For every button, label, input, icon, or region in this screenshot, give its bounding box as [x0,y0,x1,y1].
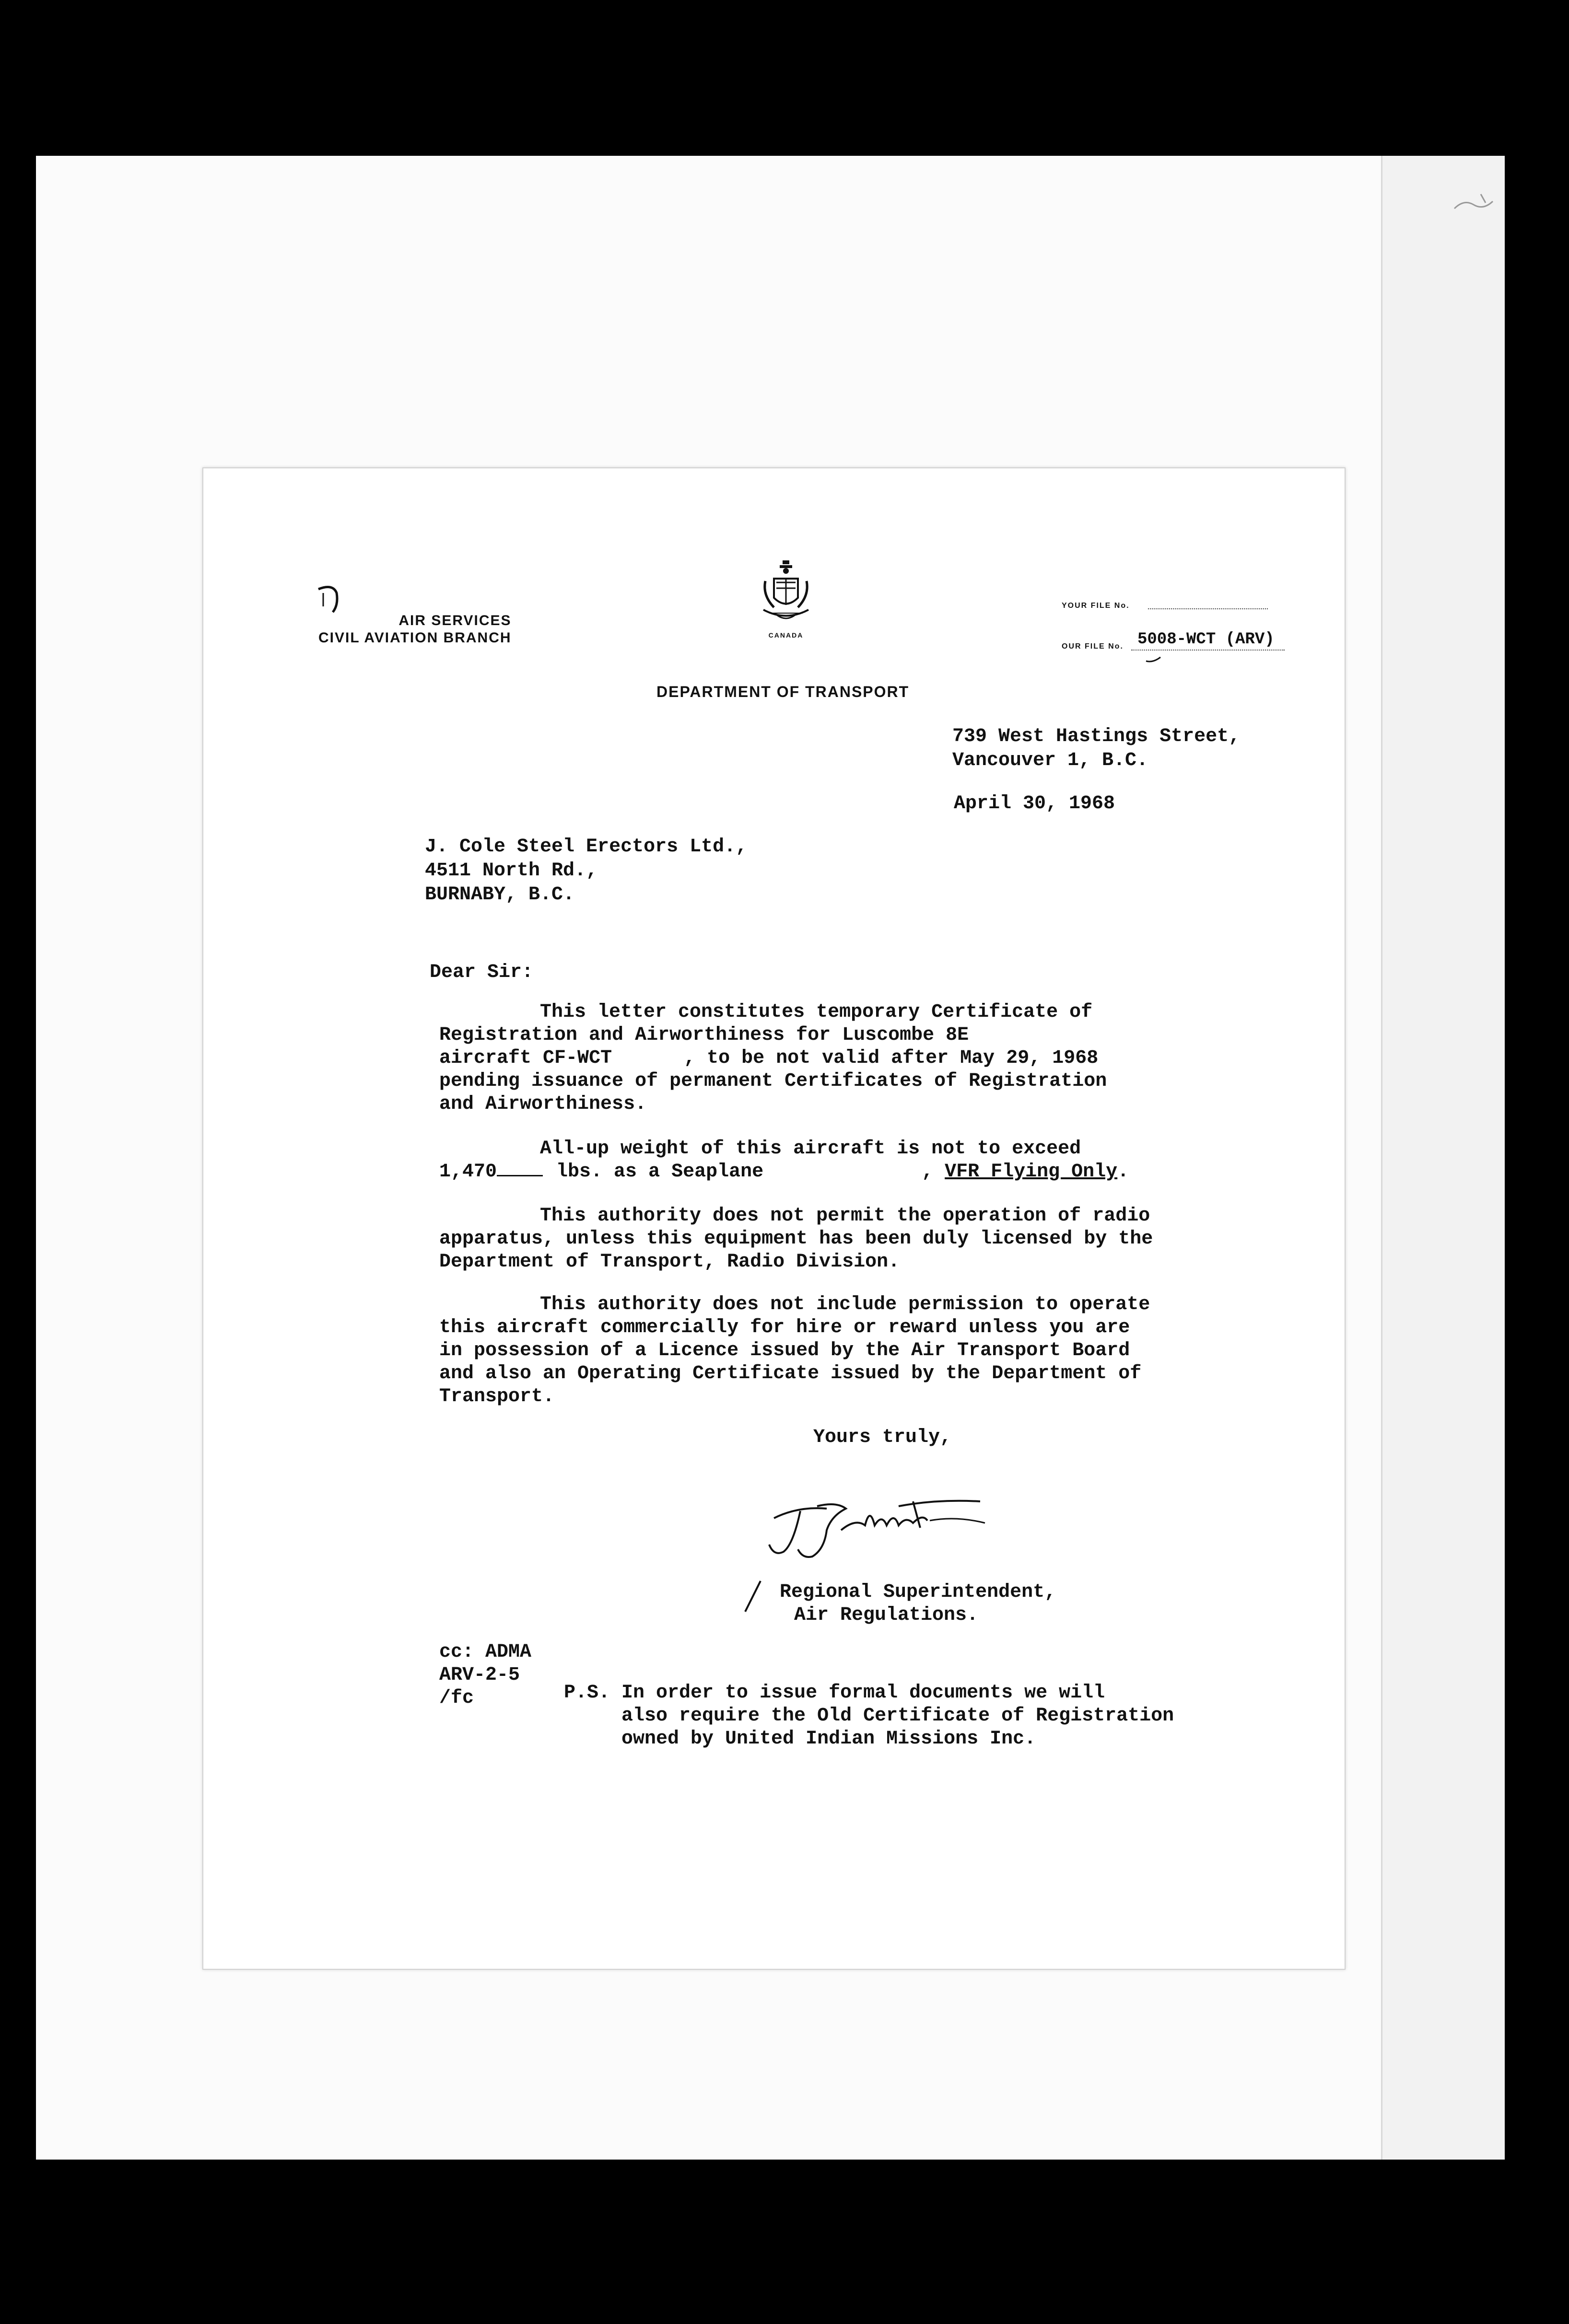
paragraph1-line-2 [439,1023,969,1047]
aircraft-registration: CF-WCT [543,1047,612,1069]
flight-restriction: VFR Flying Only [945,1161,1118,1183]
sender-address-line-2: Vancouver 1, B.C. [952,750,1148,771]
paragraph2-line-1: All-up weight of this aircraft is not to exceed [540,1138,1081,1160]
paragraph4-line-4: and also an Operating Certificate issued by the Department of [439,1363,1142,1384]
signature-slash-mark [741,1578,765,1616]
letter-page [202,467,1346,1970]
our-file-label: OUR FILE No. [1062,642,1124,651]
small-tick-mark [1144,655,1163,665]
cc-reference: cc: ADMA [439,1641,532,1663]
paragraph4-line-3: in possession of a Licence issued by the Air Transport Board [439,1340,1130,1361]
branch-heading [318,612,512,647]
paragraph1-line-3 [439,1046,1098,1070]
handwritten-signature [755,1473,1023,1573]
signatory-title-line-2: Air Regulations. [794,1604,979,1626]
recipient-line-3: BURNABY, B.C. [425,884,575,906]
paragraph3-line-2: apparatus, unless this equipment has been duly licensed by the [439,1228,1153,1250]
paragraph3-line-1: This authority does not permit the operation of radio [540,1205,1150,1227]
paragraph1-line-5: and Airworthiness. [439,1093,647,1115]
aircraft-type: Luscombe 8E [842,1024,969,1046]
paragraph3-line-3: Department of Transport, Radio Division. [439,1251,900,1273]
department-heading: DEPARTMENT OF TRANSPORT [656,683,910,700]
postscript-line-2: also require the Old Certificate of Registration [621,1705,1174,1727]
closing: Yours truly, [813,1427,952,1448]
paragraph4-line-5: Transport. [439,1386,555,1407]
postscript-line-1: P.S. In order to issue formal documents we will [564,1682,1105,1704]
postscript-line-3: owned by United Indian Missions Inc. [621,1728,1036,1750]
our-file-line [1131,650,1285,651]
paragraph2-line-2: 1,470 lbs. as a Seaplane , VFR Flying Only. [439,1161,1129,1183]
typist-initials: /fc [439,1687,474,1709]
crest-caption: CANADA [768,631,804,639]
file-reference: ARV-2-5 [439,1664,520,1686]
paragraph4-line-2: this aircraft commercially for hire or reward unless you are [439,1317,1130,1338]
letter-date: April 30, 1968 [954,793,1115,814]
paragraph1-line-3-prefix: aircraft [439,1047,543,1069]
paragraph2-line-2-middle: lbs. as a [545,1161,672,1183]
paragraph1-line-3-middle: , to be not valid after [684,1047,960,1069]
certificate-expiry: May 29, 1968 [960,1047,1099,1069]
sender-address-line-1: 739 West Hastings Street, [952,726,1241,747]
our-file-value: 5008-WCT (ARV) [1137,630,1275,649]
your-file-label: YOUR FILE No. [1062,602,1130,610]
max-weight: 1,470 [439,1161,497,1183]
salutation: Dear Sir: [430,962,534,983]
your-file-line [1148,608,1268,609]
paragraph1-line-1: This letter constitutes temporary Certificate of [540,1001,1093,1023]
scribble-mark [1382,175,1505,232]
branch-line-2: CIVIL AVIATION BRANCH [318,630,512,646]
scan-mount-edge [1381,156,1505,2160]
signatory-title-line-1: Regional Superintendent, [780,1581,1056,1603]
coat-of-arms-icon [760,559,812,631]
paragraph1-line-4: pending issuance of permanent Certificates of Registration [439,1070,1107,1092]
aircraft-configuration: Seaplane [671,1161,764,1183]
recipient-line-1: J. Cole Steel Erectors Ltd., [425,836,748,858]
branch-line-1: AIR SERVICES [398,613,512,628]
recipient-line-2: 4511 North Rd., [425,860,598,882]
paragraph1-line-2-prefix: Registration and Airworthiness for [439,1024,843,1046]
paragraph4-line-1: This authority does not include permission to operate [540,1294,1150,1315]
